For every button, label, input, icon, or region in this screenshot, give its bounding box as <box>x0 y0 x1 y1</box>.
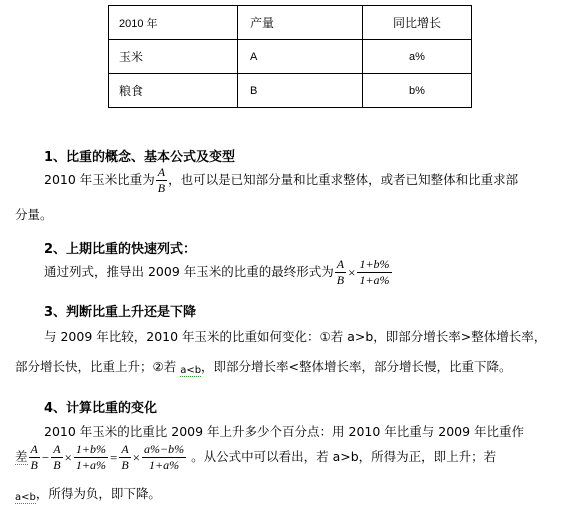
section-3-line-2 <box>15 361 512 376</box>
inequality-text: a<b <box>15 492 36 503</box>
fraction-numerator: 1+b% <box>74 443 108 458</box>
section-4-line-3 <box>15 488 161 503</box>
table-header-cell: 2010 年 <box>109 6 238 40</box>
section-2-line-1 <box>44 258 393 287</box>
multiply-sign: × <box>348 265 356 281</box>
table-header-cell: 产量 <box>238 6 363 40</box>
fraction-denominator: B <box>30 458 38 473</box>
text-span: 2010 年玉米比重为 <box>44 172 155 188</box>
table-header-row <box>109 6 472 40</box>
text-span: ，即部分增长率<整体增长率，部分增长慢，比重下降。 <box>201 359 512 374</box>
text-span: ，所得为负，即下降。 <box>35 486 161 501</box>
text-span: 。从公式中可以看出，若 a>b，所得为正，即上升；若 <box>191 449 497 465</box>
section-4-line-2 <box>15 443 496 472</box>
table-cell: 粮食 <box>109 74 238 108</box>
table-cell: A <box>238 40 363 74</box>
text-span: 通过列式，推导出 2009 年玉米的比重的最终形式为 <box>44 264 334 280</box>
section-4-line-1: 2010 年玉米的比重比 2009 年上升多少个百分点：用 2010 年比重与 2009 年比重作 <box>44 424 525 439</box>
fraction <box>51 443 62 472</box>
fraction <box>29 443 40 472</box>
fraction-denominator: B <box>53 458 61 473</box>
section-1-heading: 1、比重的概念、基本公式及变型 <box>44 150 236 165</box>
fraction-numerator: A <box>156 166 167 181</box>
fraction-numerator: 1+b% <box>357 258 391 273</box>
fraction-denominator: 1+a% <box>75 458 106 473</box>
text-span: 差 <box>15 449 28 465</box>
fraction-numerator: A <box>119 443 130 458</box>
table-header-cell: 同比增长 <box>363 6 472 40</box>
fraction <box>156 166 167 195</box>
fraction-numerator: A <box>29 443 40 458</box>
section-4-heading: 4、计算比重的变化 <box>44 401 158 416</box>
minus-sign: − <box>41 450 50 466</box>
section-3-heading: 3、判断比重上升还是下降 <box>44 305 197 320</box>
text-span: ，也可以是已知部分量和比重求整体，或者已知整体和比重求部 <box>168 172 519 188</box>
section-1-line-2: 分量。 <box>15 207 53 222</box>
table-cell: 玉米 <box>109 40 238 74</box>
multiply-sign: × <box>132 450 141 466</box>
fraction <box>357 258 391 287</box>
fraction <box>142 443 186 472</box>
fraction-numerator: a%−b% <box>142 443 186 458</box>
fraction-numerator: A <box>51 443 62 458</box>
table-cell: a% <box>363 40 472 74</box>
data-table <box>108 5 472 108</box>
section-1-line-1 <box>44 166 518 195</box>
fraction <box>119 443 130 472</box>
equals-sign: = <box>109 450 118 466</box>
section-3-line-1: 与 2009 年比较，2010 年玉米的比重如何变化：①若 a>b，即部分增长率>整体增长率， <box>44 329 547 344</box>
fraction-denominator: B <box>336 273 345 288</box>
fraction-denominator: 1+a% <box>149 458 180 473</box>
fraction-numerator: A <box>335 258 346 273</box>
fraction <box>74 443 108 472</box>
inequality-text: a<b <box>180 365 202 376</box>
section-2-heading: 2、上期比重的快速列式： <box>44 242 197 257</box>
multiply-sign: × <box>64 450 72 466</box>
table-cell: B <box>238 74 363 108</box>
table-row <box>109 74 472 108</box>
table-cell: b% <box>363 74 472 108</box>
table-row <box>109 40 472 74</box>
fraction <box>335 258 346 287</box>
fraction-denominator: B <box>121 458 129 473</box>
fraction-denominator: 1+a% <box>359 273 390 288</box>
fraction-denominator: B <box>157 181 166 196</box>
text-span: 部分增长快，比重上升；②若 <box>15 359 181 374</box>
